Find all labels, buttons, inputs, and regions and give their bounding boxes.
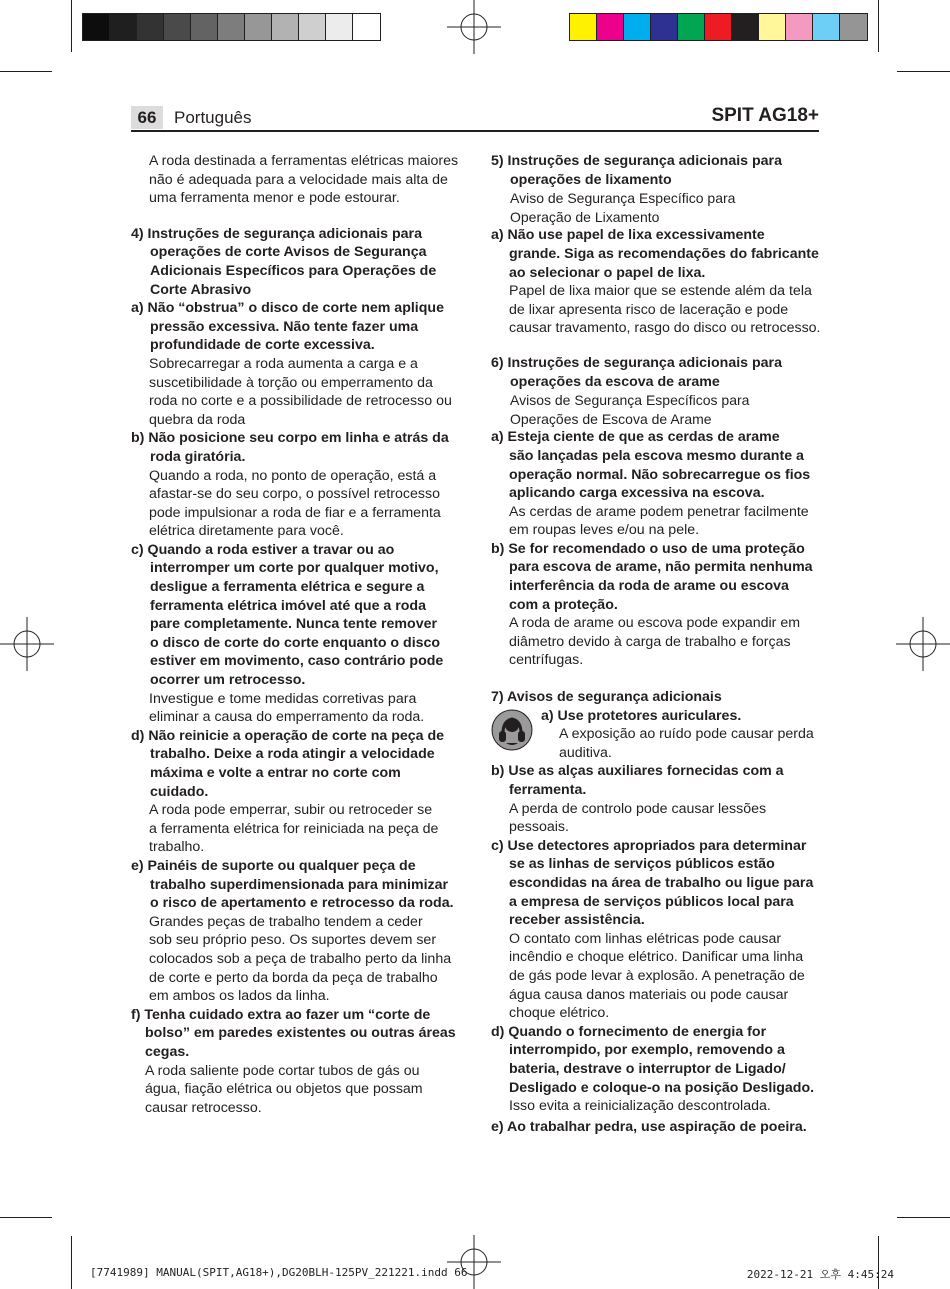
text-line: Desligado e coloque-o na posição Desligado. [509,1079,815,1096]
text-line: Corte Abrasivo [150,281,252,298]
text-line: quebra da roda [149,411,246,428]
item-7c-body [491,930,831,1023]
text-line: ao selecionar o papel de lixa. [509,264,706,281]
text-line: estiver em movimento, caso contrário pode [150,653,444,670]
text-line: d) Não reinicie a operação de corte na peça de [131,727,445,744]
text-line: grande. Siga as recomendações do fabricante [509,245,819,262]
crop-mark [0,71,52,72]
text-line: para escova de arame, não permita nenhuma [509,559,813,576]
footer-timestamp: 2022-12-21 오후 4:45:24 [746,1268,894,1281]
color-swatch [597,14,624,40]
item-5a-body [491,282,831,338]
text-line: operação normal. Não sobrecarregue os fios [509,466,811,483]
section-7-title: 7) Avisos de segurança adicionais [491,689,722,706]
text-line: A roda destinada a ferramentas elétricas maiores [149,153,459,169]
brand-title: SPIT AG18+ [711,105,819,126]
crop-mark [897,71,950,72]
text-line: em roupas leves e/ou na pele. [509,522,700,539]
item-4f-body [131,1062,471,1118]
item-7d-title [491,1023,831,1097]
color-swatch [245,14,272,40]
item-4e-title [131,857,471,913]
grayscale-swatch-strip [82,13,381,41]
page-number: 66 [131,106,163,129]
text-line: receber assistência. [509,912,645,929]
text-line: de corte e perto da borda da peça de trabalho [149,969,438,986]
text-line: Investigue e tome medidas corretivas para [149,690,417,707]
text-line: c) Use detectores apropriados para determinar [491,837,807,854]
text-line: Quando a roda, no ponto de operação, está a [149,467,437,484]
text-line: operações de lixamento [510,171,672,188]
text-line: roda giratória. [150,448,246,465]
ear-protection-icon [491,709,533,751]
crop-mark [878,0,879,52]
text-line: não é adequada para a velocidade mais alta de [149,171,448,188]
text-line: pode impulsionar a roda de fiar e a ferramenta [149,504,441,521]
item-7a-title: a) Use protetores auriculares. [541,707,742,724]
text-line: cegas. [145,1043,190,1060]
header-rule [131,130,819,132]
color-swatch [326,14,353,40]
page-language: Português [174,108,252,127]
item-4e-body [131,913,471,1006]
color-swatch [299,14,326,40]
text-line: sob seu próprio peso. Os suportes devem ser [149,932,437,949]
text-line: desligue a ferramenta elétrica e segure a [150,579,425,596]
text-line: auditiva. [559,744,612,761]
text-line: interromper um corte por qualquer motivo, [150,560,439,577]
crop-mark [71,0,72,52]
color-swatch [164,14,191,40]
text-line: água, fiação elétrica ou objetos que possam [145,1081,423,1098]
text-line: 5) Instruções de segurança adicionais para [491,153,782,169]
text-line: se as linhas de serviços públicos estão [509,856,775,873]
text-line: diâmetro devido à carga de trabalho e forças [509,633,791,650]
color-swatch [813,14,840,40]
text-line: trabalho superdimensionada para minimizar [150,876,449,893]
color-swatch [137,14,164,40]
item-7a-body [541,725,831,762]
text-line: interferência da roda de arame ou escova [509,578,789,595]
text-line: operações da escova de arame [510,373,720,390]
text-line: elétrica diretamente para você. [149,523,344,540]
crosshair-icon [0,617,54,671]
color-swatch-strip [569,13,868,41]
text-line: de gás pode levar à explosão. A penetração de [509,967,805,984]
item-4c-title [131,541,471,690]
item-7c-title [491,837,831,930]
color-swatch [624,14,651,40]
text-line: Papel de lixa maior que se estende além da tela [509,283,812,300]
crop-mark [71,1236,72,1289]
section-6-title [491,354,831,391]
text-line: Sobrecarregar a roda aumenta a carga e a [149,355,418,372]
color-swatch [786,14,813,40]
text-line: o disco de corte do corte enquanto o disco [150,634,441,651]
text-line: Aviso de Segurança Específico para [510,190,736,207]
text-line: com a proteção. [509,596,618,613]
text-line: ocorrer um retrocesso. [150,672,306,689]
text-line: Operações de Escova de Arame [510,410,712,427]
section-4-title [131,225,471,299]
text-line: 4) Instruções de segurança adicionais para [131,225,422,242]
item-6a-body [491,503,831,540]
item-6b-body [491,614,831,670]
text-line: uma ferramenta menor e pode estourar. [149,190,400,207]
text-line: a) Não use papel de lixa excessivamente [491,227,765,244]
crosshair-icon [447,1235,501,1289]
text-line: o risco de apertamento e retrocesso da roda. [150,895,454,912]
text-line: água causa danos materiais ou pode causar [509,986,789,1003]
text-line: Operação de Lixamento [510,208,660,225]
text-line: causar retrocesso. [145,1099,262,1116]
color-swatch [272,14,299,40]
item-5a-title [491,226,831,282]
text-line: roda no corte e a possibilidade de retrocesso ou [149,393,452,410]
text-line: pare completamente. Nunca tente remover [150,616,437,633]
text-line: cuidado. [150,783,209,800]
section-6-subtitle [491,391,831,428]
item-7b-title [491,762,831,799]
text-line: escondidas na área de trabalho ou ligue para [509,874,814,891]
color-swatch [678,14,705,40]
item-4d-body [131,801,471,857]
intro-paragraph [131,152,471,208]
item-7b-body [491,800,831,837]
text-line: bateria, destrave o interruptor de Ligado/ [509,1060,786,1077]
text-line: b) Use as alças auxiliares fornecidas com a [491,763,784,780]
color-swatch [840,14,867,40]
text-line: Avisos de Segurança Específicos para [510,392,750,409]
text-line: trabalho. Deixe a roda atingir a velocidade [150,746,435,763]
text-line: A perda de controlo pode causar lessões [509,800,767,817]
text-line: causar travamento, rasgo do disco ou retrocesso. [509,320,821,337]
text-line: a empresa de serviços públicos local para [509,893,794,910]
text-line: choque elétrico. [509,1005,610,1022]
text-line: suscetibilidade à torção ou emperramento da [149,374,433,391]
color-swatch [110,14,137,40]
color-swatch [353,14,380,40]
text-line: ferramenta. [509,782,587,798]
text-line: afastar-se do seu corpo, o possível retrocesso [149,486,440,503]
text-line: 6) Instruções de segurança adicionais para [491,354,782,371]
text-line: de lixar apresenta risco de laceração e pode [509,301,789,318]
text-line: máxima e volte a entrar no corte com [150,765,401,781]
text-line: a) Esteja ciente de que as cerdas de arame [491,429,780,446]
color-swatch [759,14,786,40]
text-line: incêndio e choque elétrico. Danificar uma linha [509,949,804,966]
crosshair-icon [447,0,501,54]
text-line: ferramenta elétrica imóvel até que a roda [150,597,426,614]
item-4a-title [131,299,471,355]
section-5-subtitle [491,189,831,226]
text-line: aplicando carga excessiva na escova. [509,485,765,502]
color-swatch [570,14,597,40]
text-line: bolso” em paredes existentes ou outras áreas [145,1025,456,1042]
text-line: pessoais. [509,819,569,836]
text-line: Grandes peças de trabalho tendem a ceder [149,913,423,930]
text-line: centrífugas. [509,652,584,669]
text-line: O contato com linhas elétricas pode causar [509,930,782,947]
left-column [131,152,471,1117]
item-4f-title [131,1006,471,1062]
crop-mark [0,1217,52,1218]
text-line: f) Tenha cuidado extra ao fazer um “corte de [131,1006,431,1023]
item-4b-title [131,429,471,466]
text-line: e) Painéis de suporte ou qualquer peça de [131,857,416,874]
item-4a-body [131,355,471,429]
color-swatch [218,14,245,40]
text-line: operações de corte Avisos de Segurança [150,244,427,261]
text-line: profundidade de corte excessiva. [150,337,375,354]
crop-mark [897,1217,950,1218]
color-swatch [191,14,218,40]
text-line: d) Quando o fornecimento de energia for [491,1023,767,1040]
text-line: interrompido, por exemplo, removendo a [509,1042,785,1059]
text-line: a) Não “obstrua” o disco de corte nem aplique [131,300,444,317]
text-line: b) Se for recomendado o uso de uma proteção [491,540,805,557]
text-line: em ambos os lados da linha. [149,988,330,1005]
color-swatch [705,14,732,40]
item-6a-title [491,428,831,502]
text-line: b) Não posicione seu corpo em linha e atrás da [131,430,449,447]
text-line: A roda de arame ou escova pode expandir em [509,615,801,632]
text-line: c) Quando a roda estiver a travar ou ao [131,541,395,558]
text-line: a ferramenta elétrica for reiniciada na peça de [149,820,439,837]
text-line: Adicionais Específicos para Operações de [150,262,437,279]
color-swatch [732,14,759,40]
text-line: colocados sob a peça de trabalho perto da linha [149,950,452,967]
color-swatch [651,14,678,40]
item-4d-title [131,727,471,801]
footer-file-info: [7741989] MANUAL(SPIT,AG18+),DG20BLH-125PV_221221.indd 66 [90,1266,468,1279]
color-swatch [83,14,110,40]
item-4b-body [131,467,471,541]
text-line: trabalho. [149,839,205,856]
text-line: eliminar a causa do emperramento da roda. [149,709,425,726]
text-line: As cerdas de arame podem penetrar facilmente [509,503,809,520]
text-line: A exposição ao ruído pode causar perda [559,726,814,743]
text-line: A roda pode emperrar, subir ou retroceder se [149,802,433,819]
item-7a [491,707,831,763]
right-column [491,152,831,1136]
section-5-title [491,152,831,189]
text-line: A roda saliente pode cortar tubos de gás ou [145,1062,420,1079]
crosshair-icon [896,617,950,671]
item-7d-body: Isso evita a reinicialização descontrolada. [509,1098,771,1115]
item-4c-body [131,690,471,727]
text-line: pressão excessiva. Não tente fazer uma [150,318,419,335]
text-line: são lançadas pela escova mesmo durante a [509,447,804,464]
item-6b-title [491,540,831,614]
item-7e-title: e) Ao trabalhar pedra, use aspiração de poeira. [491,1118,807,1135]
